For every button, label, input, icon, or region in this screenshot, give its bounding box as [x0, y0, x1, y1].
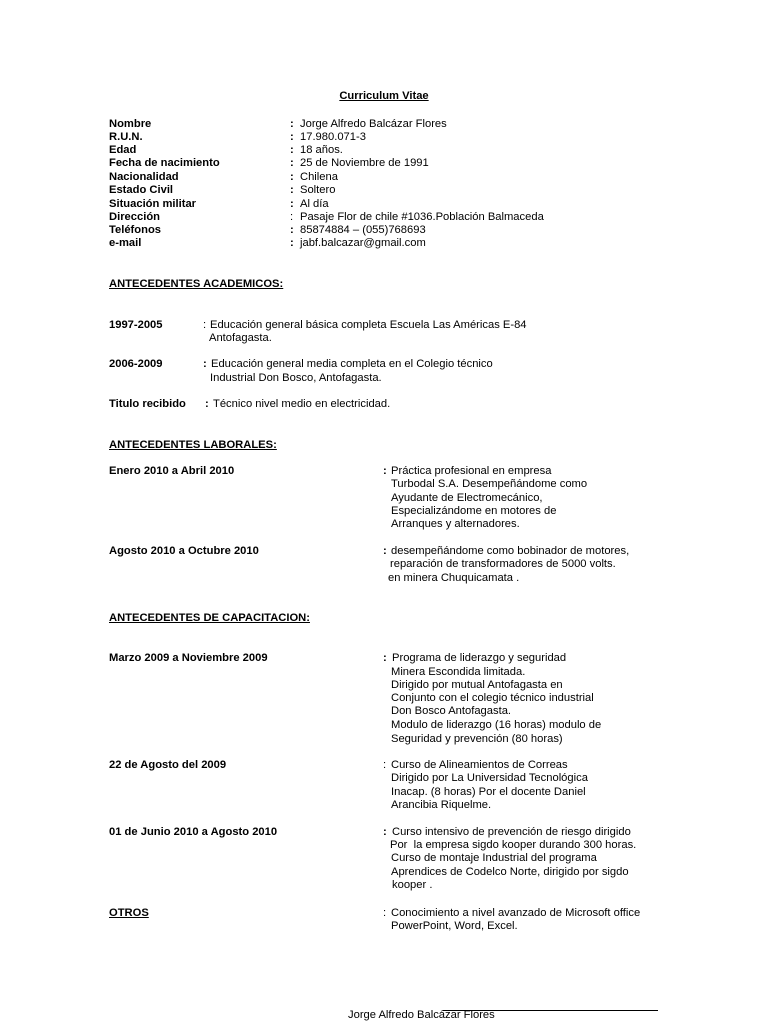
- training-line: Don Bosco Antofagasta.: [391, 705, 512, 717]
- training-line: Modulo de liderazgo (16 horas) modulo de: [391, 719, 602, 731]
- colon: :: [290, 118, 294, 130]
- labor-label: Enero 2010 a Abril 2010: [109, 465, 235, 477]
- value-fecha-nacimiento: 25 de Noviembre de 1991: [300, 157, 429, 169]
- section-heading: ANTECEDENTES LABORALES:: [109, 439, 277, 451]
- training-line: Dirigido por La Universidad Tecnológica: [391, 772, 588, 784]
- labor-line: reparación de transformadores de 5000 volts.: [390, 558, 616, 570]
- others-line: PowerPoint, Word, Excel.: [391, 920, 518, 932]
- value-edad: 18 años.: [300, 144, 343, 156]
- labor-line: Turbodal S.A. Desempeñándome como: [391, 478, 588, 490]
- colon: :: [203, 319, 207, 331]
- academic-label: Titulo recibido: [109, 398, 186, 410]
- colon: :: [383, 907, 387, 919]
- colon: :: [290, 144, 294, 156]
- label-direccion: Dirección: [109, 211, 160, 223]
- training-line: Conjunto con el colegio técnico industrial: [391, 692, 594, 704]
- signature-name: Jorge Alfredo Balcázar Flores: [348, 1009, 495, 1021]
- labor-line: en minera Chuquicamata .: [388, 572, 520, 584]
- labor-line: Especializándome en motores de: [391, 505, 557, 517]
- colon: :: [383, 826, 387, 838]
- training-label: 22 de Agosto del 2009: [109, 759, 227, 771]
- section-heading: OTROS: [109, 907, 149, 919]
- training-line: Seguridad y prevención (80 horas): [391, 733, 563, 745]
- label-situacion-militar: Situación militar: [109, 198, 197, 210]
- labor-label: Agosto 2010 a Octubre 2010: [109, 545, 259, 557]
- label-nombre: Nombre: [109, 118, 152, 130]
- training-line: Curso intensivo de prevención de riesgo dirigido: [392, 826, 631, 838]
- colon: :: [290, 171, 294, 183]
- label-email: e-mail: [109, 237, 142, 249]
- academic-line: Antofagasta.: [209, 332, 272, 344]
- value-estado-civil: Soltero: [300, 184, 336, 196]
- colon: :: [290, 184, 294, 196]
- section-heading: ANTECEDENTES DE CAPACITACION:: [109, 612, 310, 624]
- training-line: kooper .: [392, 879, 433, 891]
- academic-line: Educación general media completa en el Colegio técnico: [211, 358, 493, 370]
- value-email: jabf.balcazar@gmail.com: [300, 237, 426, 249]
- colon: :: [290, 198, 294, 210]
- academic-label: 2006-2009: [109, 358, 163, 370]
- colon: :: [290, 211, 294, 223]
- label-nacionalidad: Nacionalidad: [109, 171, 179, 183]
- training-line: Curso de Alineamientos de Correas: [391, 759, 568, 771]
- colon: :: [383, 465, 387, 477]
- training-line: Por la empresa sigdo kooper durando 300 horas.: [390, 839, 637, 851]
- training-line: Curso de montaje Industrial del programa: [391, 852, 597, 864]
- value-telefonos: 85874884 – (055)768693: [300, 224, 426, 236]
- labor-line: desempeñándome como bobinador de motores,: [391, 545, 630, 557]
- training-label: 01 de Junio 2010 a Agosto 2010: [109, 826, 278, 838]
- academic-line: Educación general básica completa Escuela Las Américas E-84: [210, 319, 527, 331]
- labor-line: Ayudante de Electromecánico,: [391, 492, 543, 504]
- colon: :: [290, 157, 294, 169]
- training-line: Dirigido por mutual Antofagasta en: [391, 679, 563, 691]
- value-nacionalidad: Chilena: [300, 171, 338, 183]
- training-label: Marzo 2009 a Noviembre 2009: [109, 652, 268, 664]
- value-direccion: Pasaje Flor de chile #1036.Población Balmaceda: [300, 211, 544, 223]
- colon: :: [205, 398, 209, 410]
- academic-line: Industrial Don Bosco, Antofagasta.: [210, 372, 382, 384]
- cv-title: Curriculum Vitae: [339, 90, 429, 102]
- label-fecha-nacimiento: Fecha de nacimiento: [109, 157, 220, 169]
- value-run: 17.980.071-3: [300, 131, 366, 143]
- others-line: Conocimiento a nivel avanzado de Microsoft office: [391, 907, 641, 919]
- training-line: Arancibia Riquelme.: [391, 799, 492, 811]
- training-line: Inacap. (8 horas) Por el docente Daniel: [391, 786, 586, 798]
- colon: :: [290, 237, 294, 249]
- academic-line: Técnico nivel medio en electricidad.: [213, 398, 391, 410]
- colon: :: [290, 131, 294, 143]
- colon: :: [383, 652, 387, 664]
- colon: :: [203, 358, 207, 370]
- colon: :: [383, 545, 387, 557]
- value-situacion-militar: Al día: [300, 198, 329, 210]
- labor-line: Arranques y alternadores.: [391, 518, 520, 530]
- labor-line: Práctica profesional en empresa: [391, 465, 552, 477]
- label-run: R.U.N.: [109, 131, 143, 143]
- label-estado-civil: Estado Civil: [109, 184, 174, 196]
- value-nombre: Jorge Alfredo Balcázar Flores: [300, 118, 447, 130]
- academic-label: 1997-2005: [109, 319, 163, 331]
- colon: :: [290, 224, 294, 236]
- label-telefonos: Teléfonos: [109, 224, 162, 236]
- training-line: Minera Escondida limitada.: [391, 666, 526, 678]
- colon: :: [383, 759, 387, 771]
- training-line: Aprendices de Codelco Norte, dirigido por sigdo: [391, 866, 629, 878]
- training-line: Programa de liderazgo y seguridad: [392, 652, 567, 664]
- label-edad: Edad: [109, 144, 137, 156]
- section-heading: ANTECEDENTES ACADEMICOS:: [109, 278, 284, 290]
